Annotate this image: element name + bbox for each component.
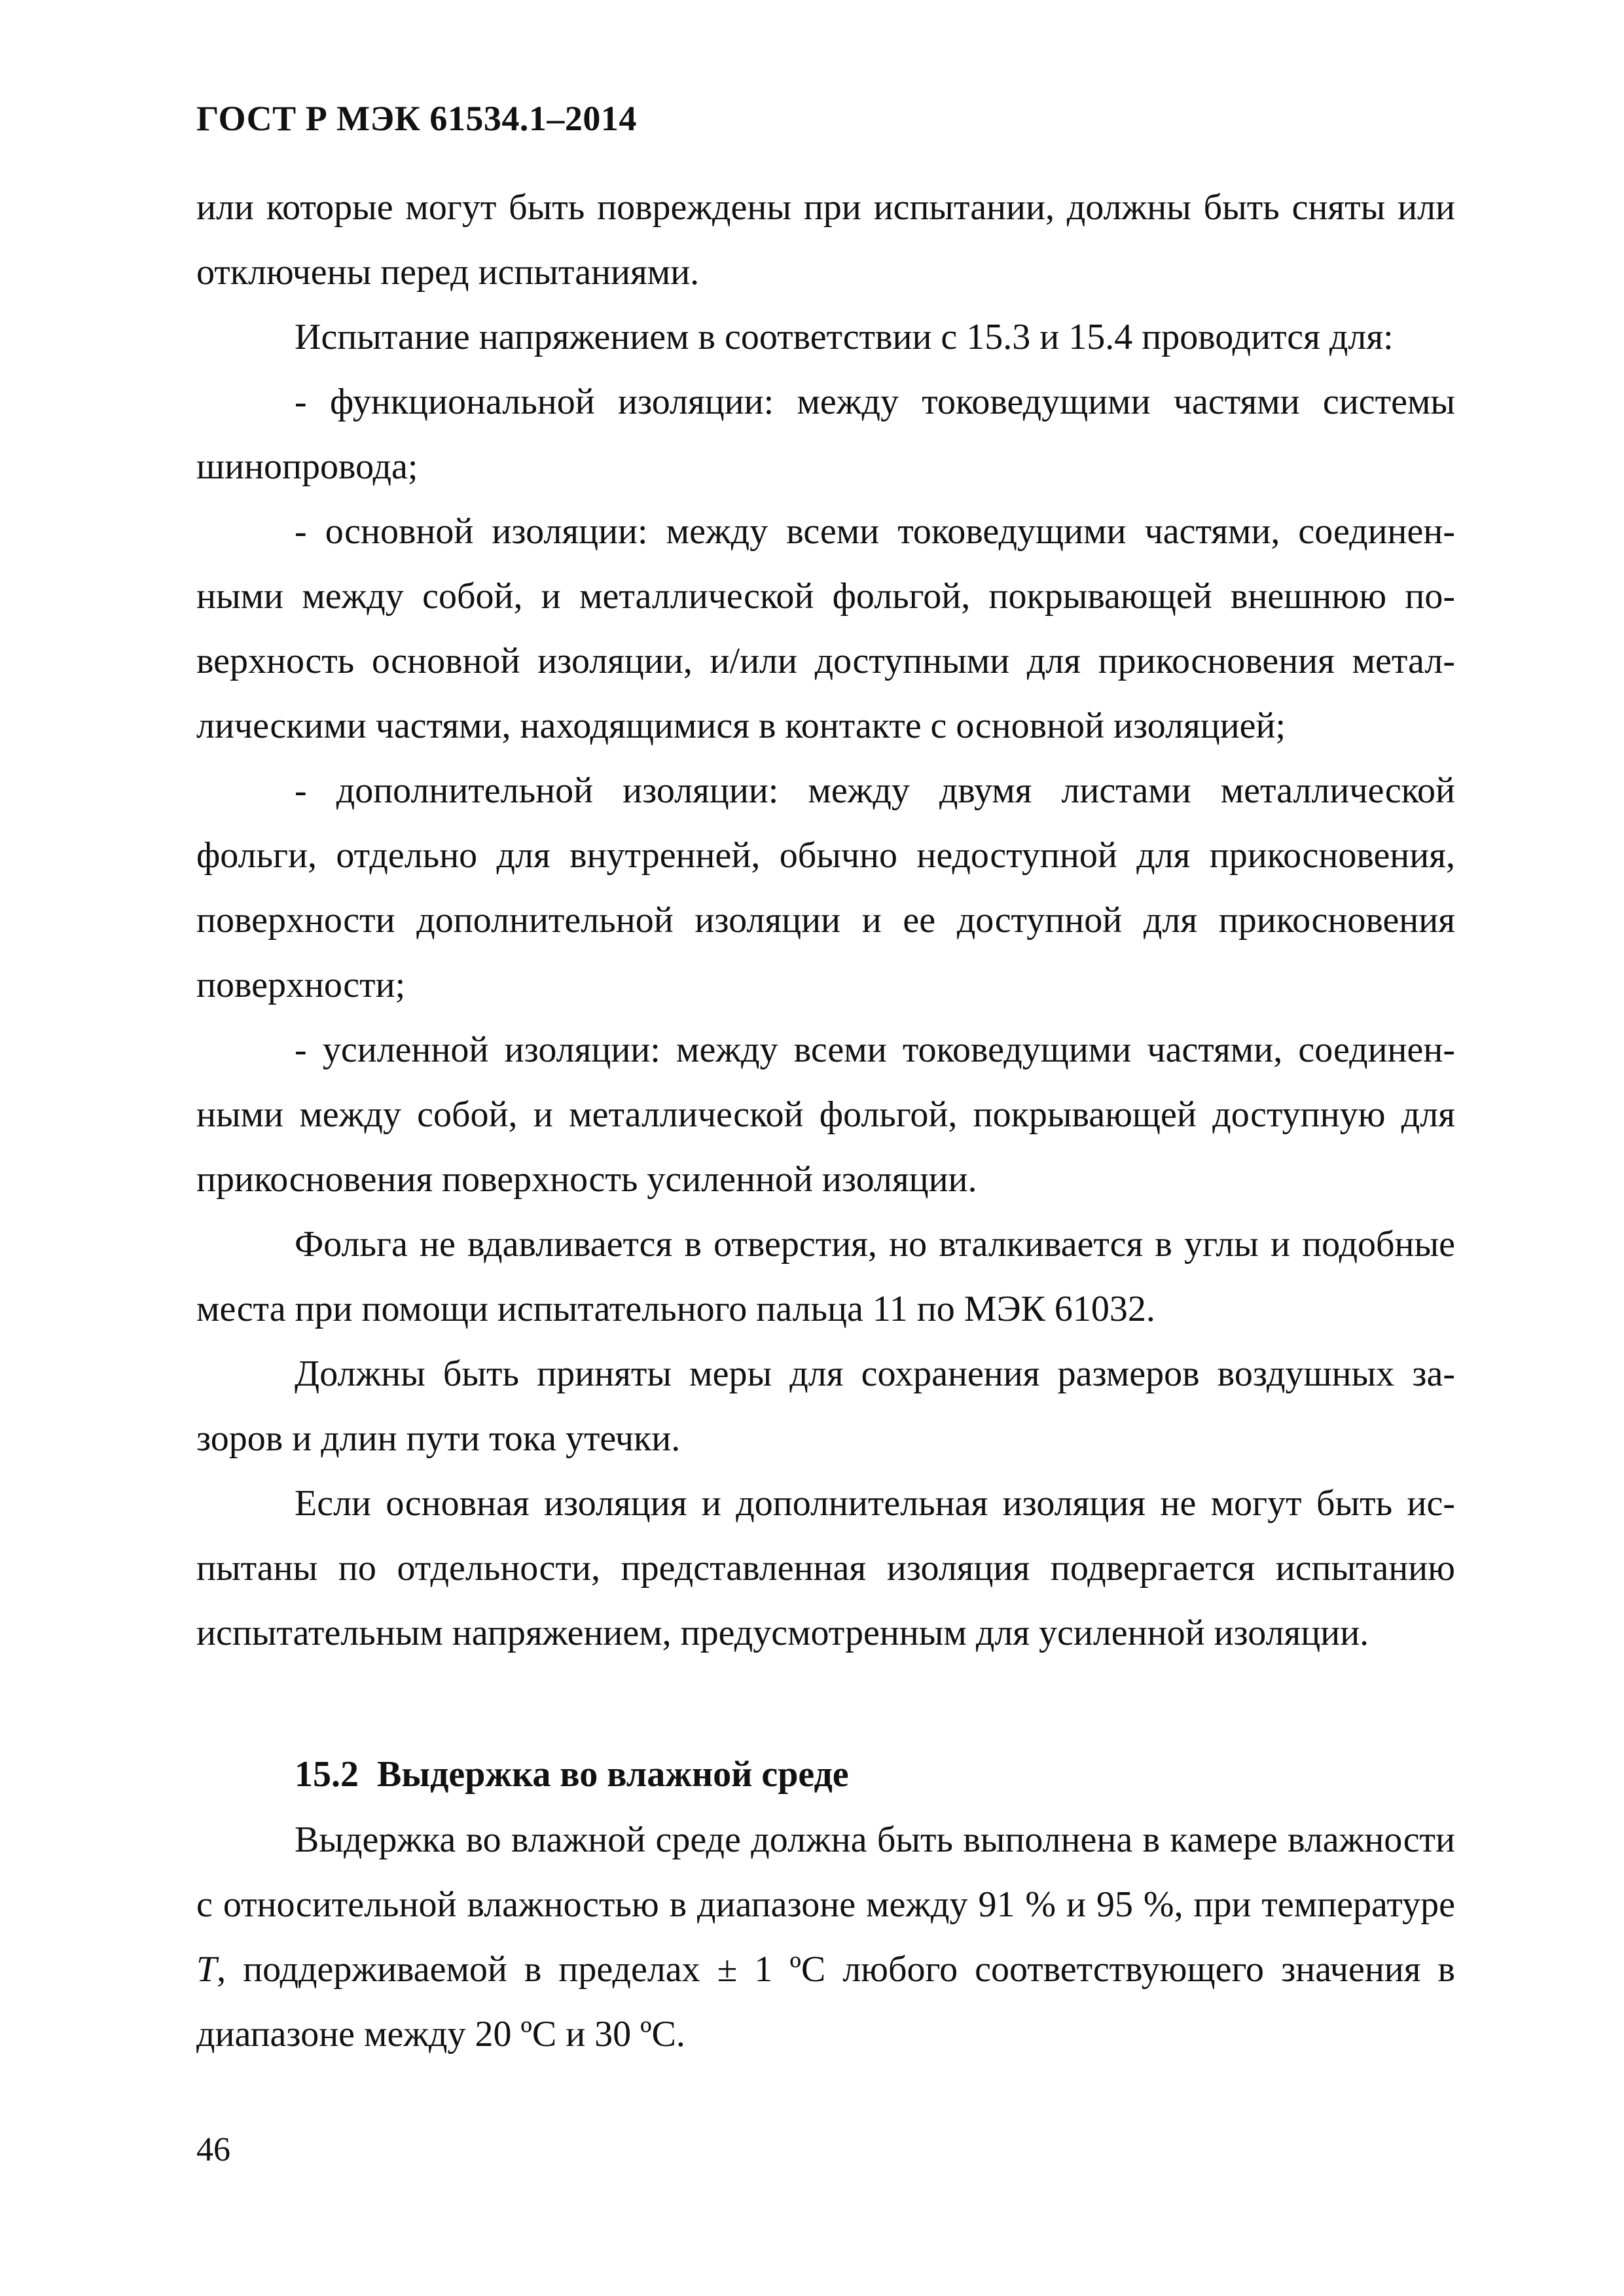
list-item-basic-insulation: - основной изоляции: между всеми токоведущими частями, соединенными между собой, и металлической фольгой, покрывающей внешнюю поверхность основной изоляции, и/или доступными для прикосновения металлическими частями, находящимися в контакте с основной изоляцией; [196,511,1455,746]
section-body [196,1808,1455,2067]
section-title: Выдержка во влажной среде [377,1754,849,1795]
section-number: 15.2 [295,1754,359,1795]
paragraph-foil: Фольга не вдавливается в отверстия, но вталкивается в углы и подобные места при помощи испытательного пальца 11 по МЭК 61032. [196,1224,1455,1329]
list-item-functional-insulation: - функциональной изоляции: между токоведущими частями системы шинопровода; [196,382,1455,487]
list-item-supplementary-insulation: - дополнительной изоляции: между двумя листами металлической фольги, отдельно для внутренней, обычно недоступной для прикосновения, поверхности дополнительной изоляции и ее доступной для прикосновения поверхности; [196,770,1455,1005]
list-item-reinforced-insulation: - усиленной изоляции: между всеми токоведущими частями, соединенными между собой, и металлической фольгой, покрывающей доступную для прикосновения поверхность усиленной изоляции. [196,1030,1455,1200]
paragraph-voltage-test-intro: Испытание напряжением в соответствии с 15.3 и 15.4 проводится для: [295,317,1394,357]
section-heading [295,1742,849,1807]
temperature-symbol: T [196,1949,217,1990]
body-text [196,175,1455,1666]
paragraph-humidity-conditioning [196,1808,1455,2067]
document-header: ГОСТ Р МЭК 61534.1–2014 [196,99,637,138]
paragraph-clearances: Должны быть приняты меры для сохранения размеров воздушных зазоров и длин пути тока утечки. [196,1354,1455,1459]
paragraph-continuation: или которые могут быть повреждены при испытании, должны быть сняты или отключены перед испытаниями. [196,187,1455,293]
page-number: 46 [196,2131,230,2168]
paragraph-combined-insulation: Если основная изоляция и дополнительная изоляция не могут быть испытаны по отдельности, представленная изоляция подвергается испытанию испытательным напряжением, предусмотренным для усиленной изоляции. [196,1483,1455,1653]
humidity-text-end: , поддерживаемой в пределах ± 1 ºC любого соответствующего значения в диапазоне между 20 ºC и 30 ºC. [196,1949,1455,2054]
humidity-text-start: Выдержка во влажной среде должна быть выполнена в камере влажности с относительной влажностью в диапазоне между 91 % и 95 %, при температуре [196,1820,1455,1925]
